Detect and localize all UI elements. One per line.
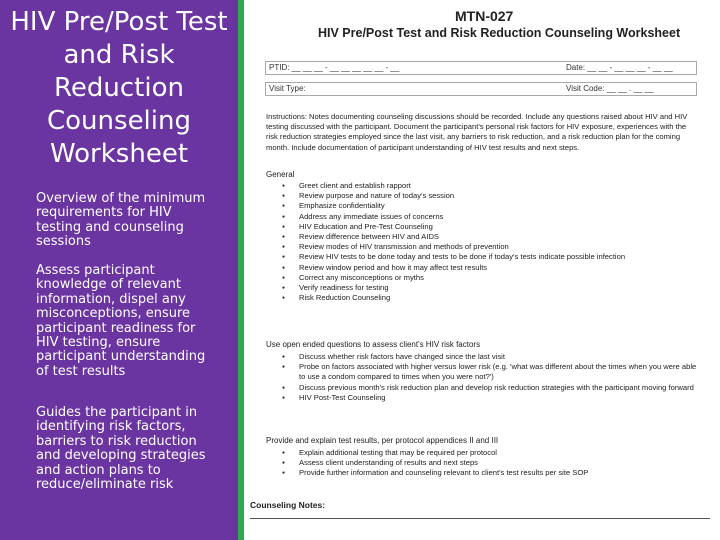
- document-title: HIV Pre/Post Test and Risk Reduction Counseling Worksheet: [318, 26, 681, 40]
- sidebar-panel: [0, 0, 238, 540]
- list-item: ● Greet client and establish rapport: [295, 181, 625, 191]
- list-item: ● Assess client understanding of results and next steps: [295, 458, 588, 468]
- list-item: ● Discuss whether risk factors have changed since the last visit: [295, 352, 699, 362]
- visit-bar: [265, 82, 697, 96]
- list-item: ● Explain additional testing that may be required per protocol: [295, 448, 588, 458]
- list-item: ● Risk Reduction Counseling: [295, 293, 625, 303]
- ptid-date-bar: [265, 61, 697, 75]
- list-item: ● Emphasize confidentiality: [295, 201, 625, 211]
- document-code: MTN-027: [455, 8, 514, 24]
- visit-type-field: Visit Type:: [269, 84, 306, 93]
- instructions-text: Instructions: Notes documenting counseling discussions should be recorded. Include any questions raised about HIV and HIV testing discussed with the participant. Document the participant's personal risk factors for HIV exposure, experiences with the risk reduction strategies employed since the last visit, any barriers to risk reduction, and a risk reduction plan for the coming month. Include documentation of participant understanding of HIV test results and next steps.: [266, 112, 688, 152]
- date-field: Date: __ __ - __ __ __ - __ __: [566, 63, 673, 72]
- list-item: ● Review difference between HIV and AIDS: [295, 232, 625, 242]
- slide-title: HIV Pre/Post Test and Risk Reduction Counseling Worksheet: [10, 7, 228, 169]
- general-list: [295, 181, 625, 303]
- provide-list: [295, 448, 588, 479]
- assess-paragraph: Assess participant knowledge of relevant information, dispel any misconceptions, ensure participant readiness for HIV testing, ensure participant understanding of test results: [36, 263, 206, 379]
- list-item: ● Review modes of HIV transmission and methods of prevention: [295, 242, 625, 252]
- guides-paragraph: Guides the participant in identifying risk factors, barriers to risk reduction and developing strategies and action plans to reduce/eliminate risk: [36, 405, 206, 493]
- list-item: ● Verify readiness for testing: [295, 283, 625, 293]
- visit-code-field: Visit Code: __ __ . __ __: [566, 84, 654, 93]
- counseling-notes-label: Counseling Notes:: [250, 500, 326, 510]
- list-item: ● Review HIV tests to be done today and tests to be done if today's tests indicate possible infection: [295, 252, 625, 262]
- provide-heading: Provide and explain test results, per protocol appendices II and III: [266, 436, 499, 445]
- overview-paragraph: Overview of the minimum requirements for HIV testing and counseling sessions: [36, 191, 206, 250]
- list-item: ● Review window period and how it may affect test results: [295, 263, 625, 273]
- list-item: ● Address any immediate issues of concerns: [295, 212, 625, 222]
- notes-line: [250, 518, 710, 519]
- ptid-field: PTID: __ __ __ - __ __ __ __ __ - __: [269, 63, 400, 72]
- worksheet-document: [250, 0, 720, 540]
- general-heading: General: [266, 170, 295, 179]
- list-item: ● Provide further information and counseling relevant to client's test results per site SOP: [295, 468, 588, 478]
- list-item: ● Review purpose and nature of today's session: [295, 191, 625, 201]
- list-item: ● HIV Education and Pre-Test Counseling: [295, 222, 625, 232]
- open-questions-list: [295, 352, 699, 403]
- accent-divider: [238, 0, 244, 540]
- list-item: ● Discuss previous month's risk reduction plan and develop risk reduction strategies with the participant moving forward: [295, 383, 699, 393]
- list-item: ● Probe on factors associated with higher versus lower risk (e.g. 'what was different about the times when you were able to use a condom compared to times when you were not?'): [295, 362, 699, 382]
- list-item: ● HIV Post-Test Counseling: [295, 393, 699, 403]
- list-item: ● Correct any misconceptions or myths: [295, 273, 625, 283]
- open-questions-heading: Use open ended questions to assess client's HIV risk factors: [266, 340, 481, 349]
